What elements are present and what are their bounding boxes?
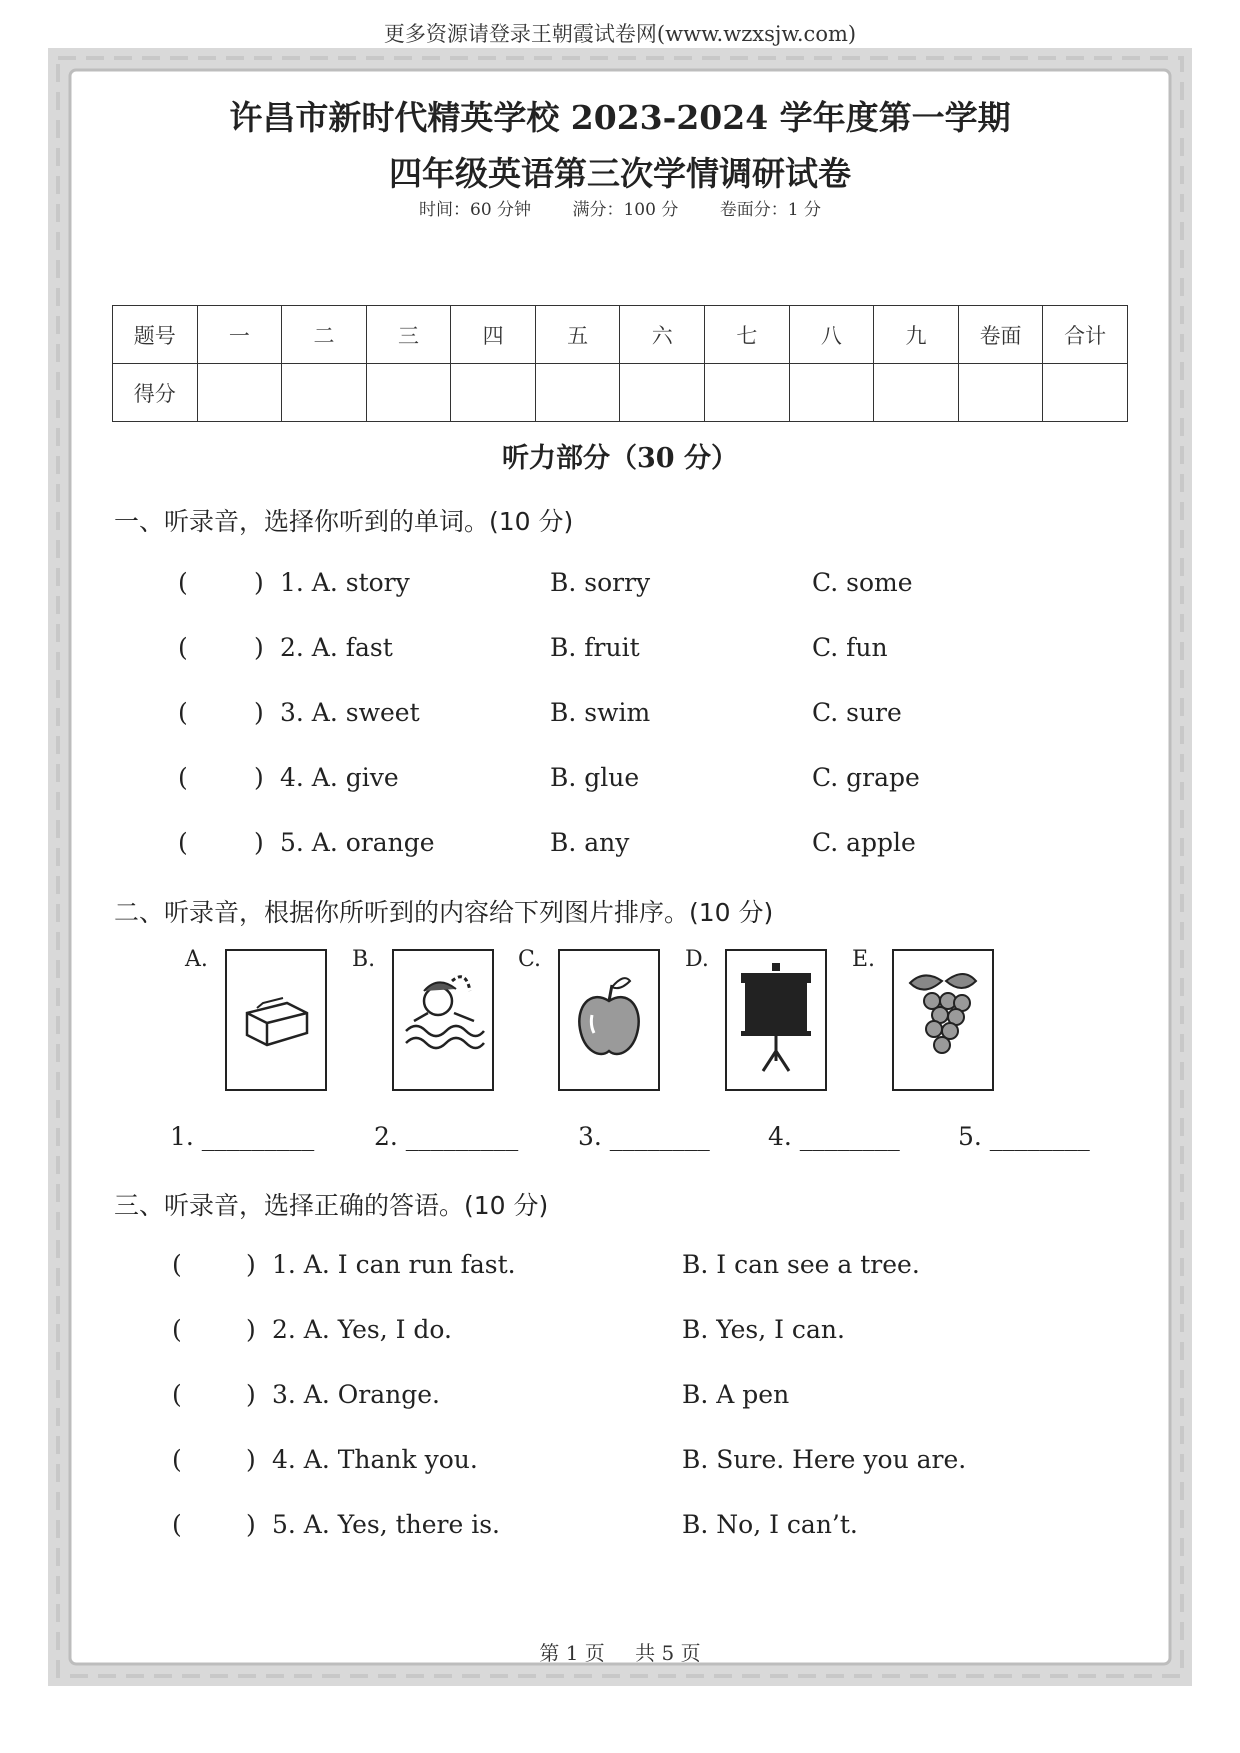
exam-page-score: 卷面分：1 分 bbox=[719, 200, 821, 220]
ordering-blank-1[interactable]: 1. _________ bbox=[170, 1122, 315, 1151]
answer-paren-open: ( bbox=[178, 698, 188, 727]
option-a: 4. A. Thank you. bbox=[272, 1445, 478, 1474]
option-b: B. Sure. Here you are. bbox=[682, 1445, 967, 1474]
picture-label: A. bbox=[185, 947, 208, 972]
score-cell bbox=[197, 364, 282, 422]
option-a: 3. A. sweet bbox=[280, 698, 420, 727]
picture-label: C. bbox=[518, 947, 542, 972]
answer-paren-close: ) bbox=[254, 698, 264, 727]
page-footer bbox=[0, 1637, 1240, 1666]
score-header-cell: 题号 bbox=[113, 306, 198, 364]
exam-time: 时间：60 分钟 bbox=[419, 200, 532, 220]
answer-paren-open: ( bbox=[172, 1250, 182, 1279]
picture-c bbox=[518, 945, 688, 1095]
answer-paren-open: ( bbox=[178, 568, 188, 597]
answer-paren-open: ( bbox=[172, 1380, 182, 1409]
exam-meta bbox=[0, 195, 1240, 220]
score-cell bbox=[958, 364, 1043, 422]
score-header-cell: 七 bbox=[705, 306, 790, 364]
option-c: C. grape bbox=[812, 763, 920, 792]
answer-paren-close: ) bbox=[254, 763, 264, 792]
exam-title-line2: 四年级英语第三次学情调研试卷 bbox=[389, 154, 851, 193]
score-header-cell: 三 bbox=[366, 306, 451, 364]
blackboard-icon bbox=[725, 949, 827, 1091]
score-header-cell: 合计 bbox=[1043, 306, 1128, 364]
picture-label: B. bbox=[352, 947, 376, 972]
s1-question-1 bbox=[178, 568, 1078, 602]
s3-question-1 bbox=[172, 1250, 1072, 1284]
option-a: 1. A. I can run fast. bbox=[272, 1250, 516, 1279]
page-total: 共 5 页 bbox=[635, 1641, 701, 1665]
exam-title-line1: 许昌市新时代精英学校 2023-2024 学年度第一学期 bbox=[229, 98, 1011, 137]
ordering-blank-2[interactable]: 2. _________ bbox=[374, 1122, 519, 1151]
section3-title: 三、听录音，选择正确的答语。(10 分) bbox=[114, 1191, 549, 1220]
s3-question-3 bbox=[172, 1380, 1072, 1414]
answer-paren-close: ) bbox=[246, 1315, 256, 1344]
option-c: C. fun bbox=[812, 633, 888, 662]
option-c: C. sure bbox=[812, 698, 902, 727]
option-b: B. any bbox=[550, 828, 630, 857]
picture-b bbox=[352, 945, 522, 1095]
apple-icon bbox=[558, 949, 660, 1091]
swimming-boy-icon bbox=[392, 949, 494, 1091]
option-a: 5. A. Yes, there is. bbox=[272, 1510, 501, 1539]
option-b: B. glue bbox=[550, 763, 640, 792]
answer-paren-open: ( bbox=[172, 1510, 182, 1539]
answer-paren-close: ) bbox=[246, 1445, 256, 1474]
ordering-blank-3[interactable]: 3. ________ bbox=[578, 1122, 710, 1151]
s3-question-5 bbox=[172, 1510, 1072, 1544]
score-table bbox=[112, 305, 1128, 422]
score-header-cell: 六 bbox=[620, 306, 705, 364]
option-b: B. No, I can’t. bbox=[682, 1510, 858, 1539]
answer-paren-open: ( bbox=[178, 763, 188, 792]
answer-paren-open: ( bbox=[178, 633, 188, 662]
option-a: 4. A. give bbox=[280, 763, 399, 792]
picture-a bbox=[185, 945, 355, 1095]
answer-paren-close: ) bbox=[246, 1380, 256, 1409]
picture-label: E. bbox=[852, 947, 876, 972]
score-cell bbox=[282, 364, 367, 422]
answer-paren-open: ( bbox=[172, 1315, 182, 1344]
section1-title: 一、听录音，选择你听到的单词。(10 分) bbox=[114, 507, 574, 536]
s1-question-4 bbox=[178, 763, 1078, 797]
answer-paren-close: ) bbox=[254, 828, 264, 857]
score-cell bbox=[705, 364, 790, 422]
eraser-icon bbox=[225, 949, 327, 1091]
option-b: B. swim bbox=[550, 698, 651, 727]
score-cell bbox=[620, 364, 705, 422]
option-c: C. apple bbox=[812, 828, 916, 857]
page-number: 第 1 页 bbox=[539, 1641, 605, 1665]
score-header-cell: 八 bbox=[789, 306, 874, 364]
score-header-cell: 四 bbox=[451, 306, 536, 364]
option-b: B. I can see a tree. bbox=[682, 1250, 920, 1279]
answer-paren-close: ) bbox=[254, 633, 264, 662]
option-a: 2. A. fast bbox=[280, 633, 393, 662]
ordering-blank-5[interactable]: 5. ________ bbox=[958, 1122, 1090, 1151]
answer-paren-open: ( bbox=[178, 828, 188, 857]
s3-question-4 bbox=[172, 1445, 1072, 1479]
score-cell bbox=[451, 364, 536, 422]
score-cell bbox=[366, 364, 451, 422]
s3-question-2 bbox=[172, 1315, 1072, 1349]
s1-question-3 bbox=[178, 698, 1078, 732]
option-a: 1. A. story bbox=[280, 568, 410, 597]
score-cell bbox=[1043, 364, 1128, 422]
picture-strip bbox=[185, 945, 1045, 1095]
score-header-cell: 五 bbox=[535, 306, 620, 364]
exam-full-score: 满分：100 分 bbox=[572, 200, 679, 220]
score-cell bbox=[535, 364, 620, 422]
option-a: 3. A. Orange. bbox=[272, 1380, 440, 1409]
score-header-cell: 二 bbox=[282, 306, 367, 364]
decorative-border bbox=[48, 48, 1192, 1686]
option-b: B. sorry bbox=[550, 568, 651, 597]
answer-paren-open: ( bbox=[172, 1445, 182, 1474]
picture-d bbox=[685, 945, 855, 1095]
option-a: 5. A. orange bbox=[280, 828, 435, 857]
picture-label: D. bbox=[685, 947, 709, 972]
score-cell bbox=[874, 364, 959, 422]
score-header-cell: 九 bbox=[874, 306, 959, 364]
score-table-score-row bbox=[113, 364, 1128, 422]
score-header-cell: 卷面 bbox=[958, 306, 1043, 364]
score-header-cell: 一 bbox=[197, 306, 282, 364]
grapes-icon bbox=[892, 949, 994, 1091]
ordering-blank-4[interactable]: 4. ________ bbox=[768, 1122, 900, 1151]
answer-paren-close: ) bbox=[246, 1510, 256, 1539]
listening-part-title: 听力部分（30 分） bbox=[502, 443, 738, 474]
option-b: B. A pen bbox=[682, 1380, 790, 1409]
answer-paren-close: ) bbox=[246, 1250, 256, 1279]
option-b: B. fruit bbox=[550, 633, 640, 662]
s1-question-5 bbox=[178, 828, 1078, 862]
picture-e bbox=[852, 945, 1022, 1095]
option-c: C. some bbox=[812, 568, 913, 597]
score-cell bbox=[789, 364, 874, 422]
watermark-header: 更多资源请登录王朝霞试卷网(www.wzxsjw.com) bbox=[383, 22, 857, 46]
score-table-header-row bbox=[113, 306, 1128, 364]
option-a: 2. A. Yes, I do. bbox=[272, 1315, 452, 1344]
score-row-label: 得分 bbox=[113, 364, 198, 422]
s1-question-2 bbox=[178, 633, 1078, 667]
answer-paren-close: ) bbox=[254, 568, 264, 597]
option-b: B. Yes, I can. bbox=[682, 1315, 845, 1344]
section2-title: 二、听录音，根据你所听到的内容给下列图片排序。(10 分) bbox=[114, 898, 774, 927]
